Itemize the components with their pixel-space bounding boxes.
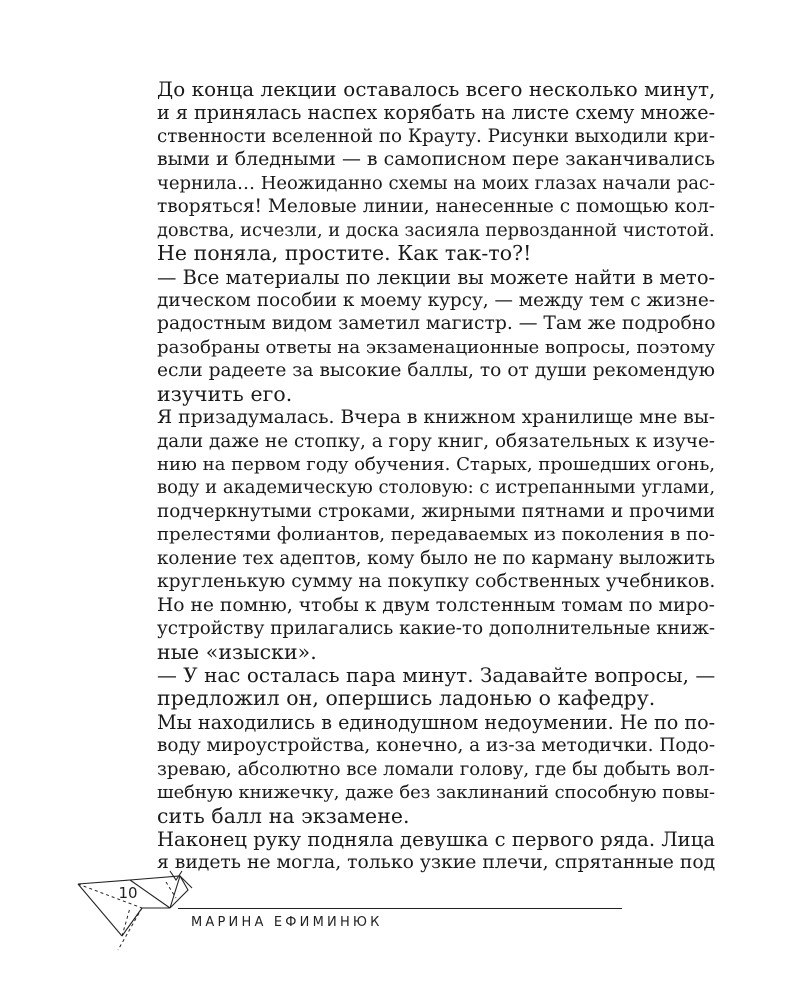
paragraph-line: разобраны ответы на экзаменационные вопросы, поэтому bbox=[157, 336, 715, 358]
paragraph-line: устройству прилагались какие-то дополнительные книж- bbox=[157, 618, 715, 640]
paragraph-line: изучить его. bbox=[157, 381, 293, 406]
body-text bbox=[157, 78, 715, 875]
paragraph-line: нию на первом году обучения. Старых, прошедших огонь, bbox=[157, 454, 715, 475]
paragraph-line: творяться! Меловые линии, нанесенные с помощью кол- bbox=[157, 196, 715, 218]
paragraph-first-line: Я призадумалась. Вчера в книжном хранилище мне вы- bbox=[157, 407, 716, 429]
footer-divider bbox=[178, 908, 622, 909]
paper-bird-icon bbox=[70, 868, 200, 958]
paragraph-line: выми и бледными — в самописном пере заканчивались bbox=[157, 148, 715, 171]
paragraph-line: сить балл на экзамене. bbox=[157, 803, 410, 828]
paragraph-line: если радеете за высокие баллы, то от души рекомендую bbox=[157, 360, 715, 382]
paragraph-line: прелестями фолиантов, передаваемых из поколения в по- bbox=[157, 524, 715, 546]
paragraph-line: кругленькую сумму на покупку собственных учебников. bbox=[157, 571, 716, 593]
paragraph-line: довства, исчезли, и доска засияла первозданной чистотой. bbox=[157, 219, 715, 241]
paragraph-line: дали даже не стопку, а гору книг, обязательных к изуче- bbox=[157, 430, 715, 452]
paragraph-first-line: До конца лекции оставалось всего несколько минут, bbox=[157, 78, 716, 101]
paragraph-line: и я принялась наспех корябать на листе схему множе- bbox=[157, 101, 716, 125]
paragraph-line: воду и академическую столовую: с истрепанными углами, bbox=[157, 477, 715, 499]
paragraph-first-line: — У нас осталась пара минут. Задавайте вопросы, — bbox=[157, 663, 716, 687]
paragraph-line: я видеть не могла, только узкие плечи, спрятанные под bbox=[157, 852, 716, 874]
paragraph-line: предложил он, опершись ладонью о кафедру. bbox=[157, 686, 656, 711]
paragraph-line: ственности вселенной по Крауту. Рисунки выходили кри- bbox=[157, 125, 715, 147]
paragraph-first-line: Мы находились в единодушном недоумении. Не по по- bbox=[157, 710, 716, 734]
paragraph-line: чернила… Неожиданно схемы на моих глазах начали рас- bbox=[157, 172, 715, 194]
paragraph-line: Но не помню, чтобы к двум толстенным томам по миро- bbox=[157, 594, 715, 616]
paragraph-first-line: Наконец руку подняла девушка с первого ряда. Лица bbox=[157, 828, 715, 851]
page-number: 10 bbox=[118, 884, 138, 902]
paragraph-first-line: — Все материалы по лекции вы можете найти в мето- bbox=[157, 265, 716, 289]
paragraph-line: радостным видом заметил магистр. — Там же подробно bbox=[157, 313, 716, 335]
paragraph-line: воду мироустройства, конечно, а из-за методички. Подо- bbox=[157, 735, 716, 757]
paragraph-first-line: Не поняла, простите. Как так-то?! bbox=[157, 241, 532, 266]
paragraph-line: дическом пособии к моему курсу, — между тем с жизне- bbox=[157, 289, 715, 311]
paragraph-line: подчеркнутыми строками, жирными пятнами и прочими bbox=[157, 500, 715, 522]
paragraph-line: зреваю, абсолютно все ломали голову, где бы добыть вол- bbox=[157, 758, 715, 780]
running-footer-author: МАРИНА ЕФИМИНЮК bbox=[191, 915, 383, 930]
paragraph-line: шебную книжечку, даже без заклинаний способную повы- bbox=[157, 782, 715, 804]
paragraph-line: коление тех адептов, кому было не по карману выложить bbox=[157, 547, 716, 569]
paragraph-line: ные «изыски». bbox=[157, 639, 317, 664]
